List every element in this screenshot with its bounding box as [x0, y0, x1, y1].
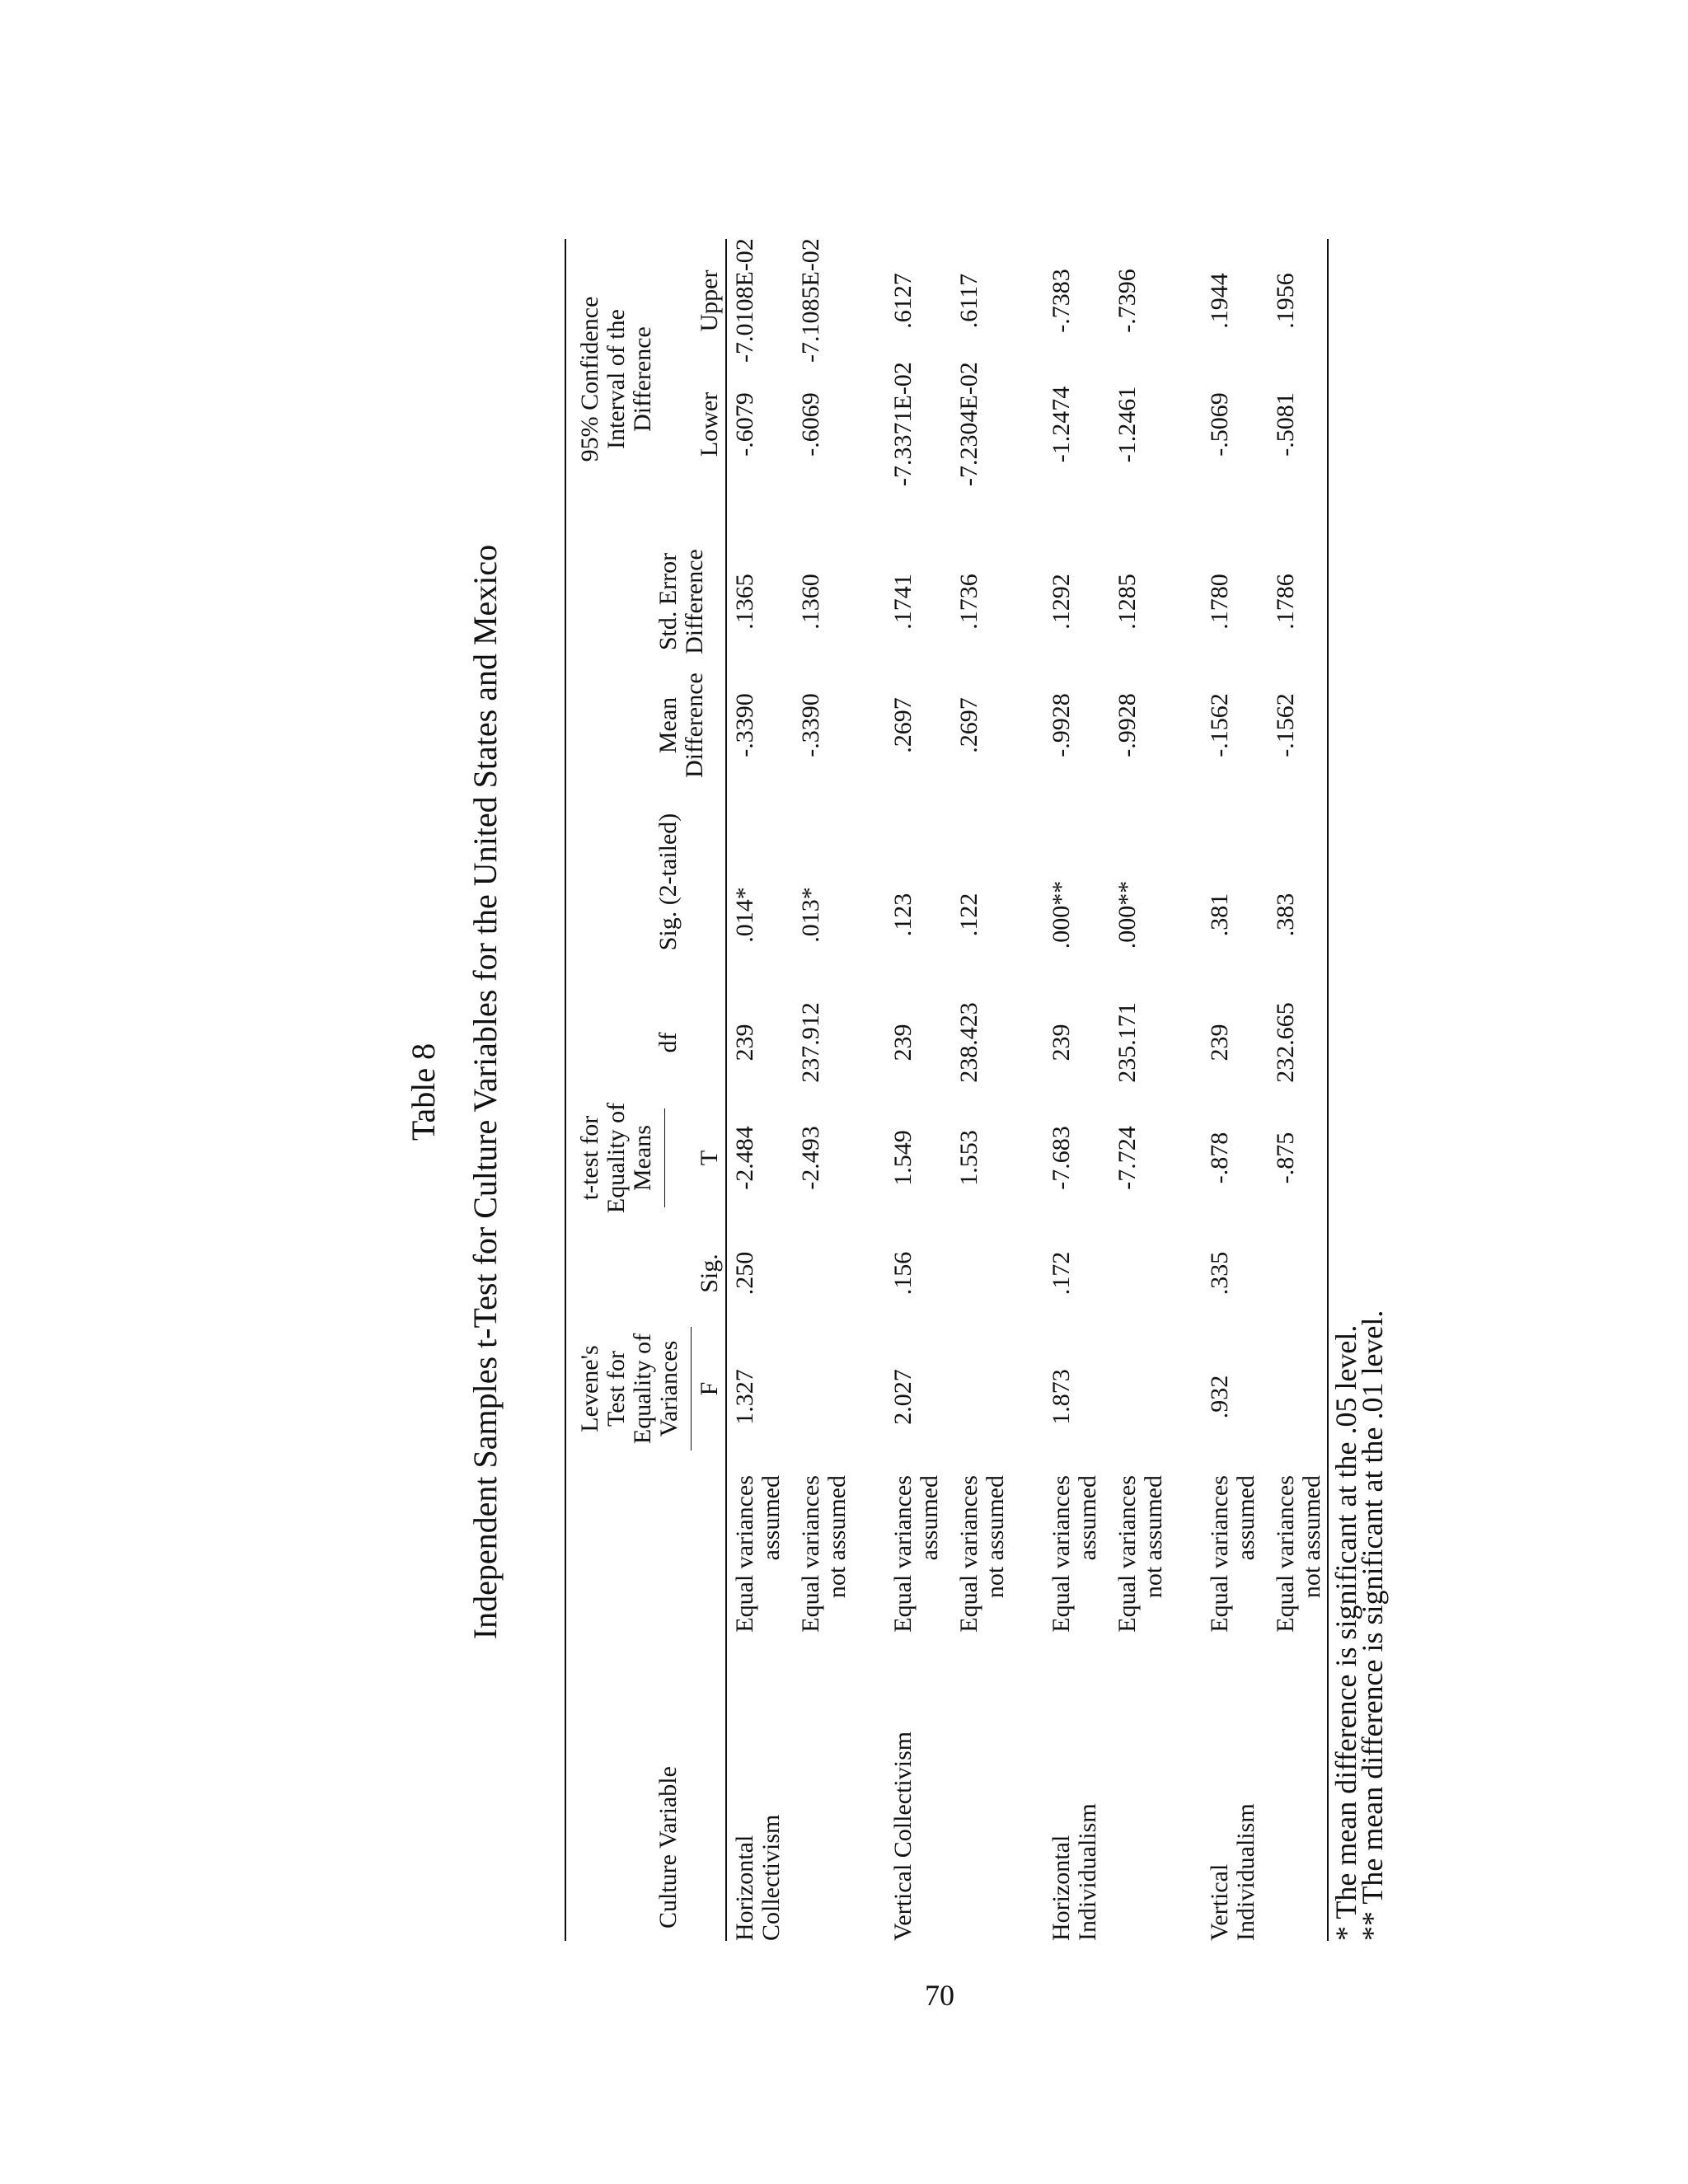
cell-se: .1741 [889, 574, 917, 630]
cell-mean: -.3390 [731, 693, 758, 757]
cell-df: 235.171 [1114, 1002, 1141, 1083]
cell-mean: -.1562 [1272, 693, 1299, 757]
cell-lower: -1.2474 [1048, 386, 1075, 463]
table-number: Table 8 [405, 1043, 442, 1141]
cell-sig2: .014* [731, 887, 758, 943]
header-lower: Lower [696, 391, 723, 457]
cell-sig2: .122 [955, 893, 982, 937]
ttest-underline [664, 1108, 665, 1207]
footnote-01: ** The mean difference is significant at the .01 level. [1356, 1310, 1389, 1941]
row-assumption: Equal variances assumed [1206, 1475, 1259, 1633]
row-assumption: Equal variances not assumed [1272, 1475, 1325, 1633]
cell-upper: .1944 [1206, 273, 1233, 329]
cell-mean: -.9928 [1048, 693, 1075, 757]
cell-upper: -7.0108E-02 [731, 238, 758, 363]
row-assumption: Equal variances assumed [889, 1475, 943, 1633]
table-top-rule [565, 239, 566, 1941]
cell-t: -.878 [1206, 1132, 1233, 1184]
cell-f: .932 [1206, 1375, 1233, 1419]
cell-df: 239 [1206, 1024, 1233, 1062]
header-ttest-group: t-test for Equality of Means [576, 1102, 656, 1214]
header-std-error-difference: Std. Error Difference [654, 549, 708, 654]
header-bottom-rule [725, 239, 727, 1941]
cell-sig2: .123 [889, 893, 917, 937]
table-region [371, 206, 1389, 1978]
header-levene-group: Levene's Test for Equality of Variances [576, 1333, 682, 1445]
cell-se: .1365 [731, 574, 758, 630]
cell-mean: -.3390 [797, 693, 824, 757]
cell-lower: -.6069 [797, 392, 824, 457]
cell-sig: .335 [1206, 1251, 1233, 1296]
cell-mean: -.9928 [1114, 693, 1141, 757]
header-sig-2tailed: Sig. (2-tailed) [654, 813, 682, 951]
cell-t: -.875 [1272, 1132, 1299, 1184]
cell-upper: -7.1085E-02 [797, 238, 824, 363]
cell-sig: .156 [889, 1251, 917, 1296]
cell-sig2: .013* [797, 887, 824, 943]
row-variable-horizontal-collectivism: Horizontal Collectivism [731, 1814, 785, 1941]
cell-df: 238.423 [955, 1002, 982, 1083]
cell-lower: -7.3371E-02 [889, 362, 917, 486]
cell-upper: -.7396 [1114, 269, 1141, 333]
cell-sig2: .000** [1048, 880, 1075, 949]
cell-sig: .172 [1048, 1251, 1075, 1296]
cell-sig2: .383 [1272, 893, 1299, 937]
row-variable-vertical-collectivism: Vertical Collectivism [889, 1731, 917, 1941]
cell-df: 237.912 [797, 1002, 824, 1083]
page-number: 70 [925, 1979, 954, 2012]
cell-f: 1.873 [1048, 1369, 1075, 1425]
cell-t: 1.549 [889, 1130, 917, 1186]
cell-lower: -1.2461 [1114, 386, 1141, 463]
row-assumption: Equal variances not assumed [1114, 1475, 1167, 1633]
cell-df: 232.665 [1272, 1002, 1299, 1083]
row-assumption: Equal variances not assumed [797, 1475, 851, 1633]
header-t: T [696, 1150, 723, 1166]
table-title: Independent Samples t-Test for Culture Variables for the United States and Mexico [467, 544, 504, 1640]
cell-f: 1.327 [731, 1369, 758, 1425]
header-upper: Upper [696, 269, 723, 332]
cell-df: 239 [889, 1024, 917, 1062]
cell-se: .1285 [1114, 574, 1141, 630]
cell-sig2: .381 [1206, 893, 1233, 937]
cell-mean: .2697 [955, 697, 982, 753]
cell-sig: .250 [731, 1251, 758, 1296]
header-culture-variable: Culture Variable [654, 1766, 682, 1929]
cell-mean: .2697 [889, 697, 917, 753]
cell-df: 239 [731, 1024, 758, 1062]
cell-upper: .1956 [1272, 273, 1299, 329]
cell-se: .1360 [797, 574, 824, 630]
cell-upper: .6127 [889, 273, 917, 329]
row-variable-vertical-individualism: Vertical Individualism [1206, 1803, 1259, 1941]
header-sig: Sig. [696, 1254, 723, 1293]
cell-se: .1786 [1272, 574, 1299, 630]
row-assumption: Equal variances assumed [731, 1475, 785, 1633]
cell-lower: -.5069 [1206, 392, 1233, 457]
rotated-landscape-table [371, 206, 1389, 1978]
row-variable-horizontal-individualism: Horizontal Individualism [1048, 1803, 1101, 1941]
cell-se: .1736 [955, 574, 982, 630]
header-df: df [654, 1032, 682, 1053]
cell-se: .1292 [1048, 574, 1075, 630]
cell-t: 1.553 [955, 1130, 982, 1186]
cell-t: -7.683 [1048, 1126, 1075, 1190]
cell-t: -2.493 [797, 1126, 824, 1190]
cell-lower: -.5081 [1272, 392, 1299, 457]
cell-sig2: .000** [1114, 880, 1141, 949]
cell-mean: -.1562 [1206, 693, 1233, 757]
cell-t: -7.724 [1114, 1126, 1141, 1190]
header-f: F [696, 1381, 723, 1396]
row-assumption: Equal variances not assumed [955, 1475, 1009, 1633]
header-ci-group: 95% Confidence Interval of the Difference [576, 296, 656, 462]
cell-f: 2.027 [889, 1369, 917, 1425]
row-assumption: Equal variances assumed [1048, 1475, 1101, 1633]
header-mean-difference: Mean Difference [654, 673, 708, 778]
levene-underline [691, 1327, 692, 1451]
cell-lower: -.6079 [731, 392, 758, 457]
footnote-05: * The mean difference is significant at the .05 level. [1329, 1324, 1362, 1941]
cell-upper: .6117 [955, 273, 982, 329]
cell-lower: -7.2304E-02 [955, 362, 982, 486]
cell-upper: -.7383 [1048, 269, 1075, 333]
cell-se: .1780 [1206, 574, 1233, 630]
cell-df: 239 [1048, 1024, 1075, 1062]
cell-t: -2.484 [731, 1126, 758, 1190]
